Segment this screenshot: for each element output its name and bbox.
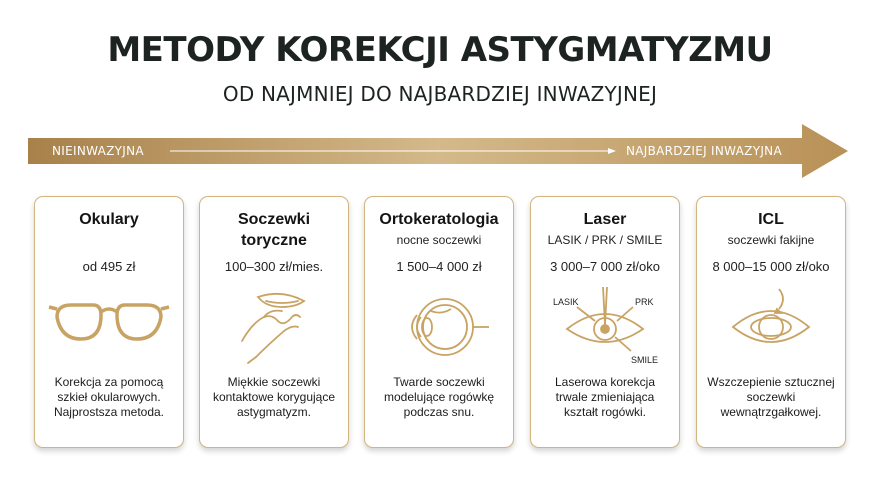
card-price: od 495 zł (82, 259, 136, 274)
card-description: Twarde soczewki modelujące rogówkę podczas snu. (383, 375, 495, 419)
contact-lens-icon (200, 287, 348, 367)
glasses-icon (35, 287, 183, 367)
card-laser (530, 196, 680, 448)
prk-label: PRK (635, 297, 654, 307)
arrow-label-most-invasive: NAJBARDZIEJ INWAZYJNA (626, 144, 782, 158)
card-description: Miękkie soczewki kontaktowe korygujące astygmatyzm. (212, 375, 336, 419)
card-subtitle: soczewki fakijne (727, 233, 815, 247)
lasik-label: LASIK (553, 297, 579, 307)
card-title: Laser (583, 211, 627, 228)
eye-cross-section-icon (365, 287, 513, 367)
card-price: 100–300 zł/mies. (224, 259, 324, 274)
card-glasses (34, 196, 184, 448)
arrow-label-noninvasive: NIEINWAZYJNA (52, 144, 144, 158)
card-price: 3 000–7 000 zł/oko (550, 259, 660, 274)
card-description: Wszczepienie sztucznej soczewki wewnątrzgałkowej. (707, 375, 835, 419)
card-title: Soczewki toryczne (237, 211, 311, 249)
card-subtitle: nocne soczewki (396, 233, 482, 247)
card-orthokeratology (364, 196, 514, 448)
card-description: Korekcja za pomocą szkieł okularowych. Najprostsza metoda. (53, 375, 165, 419)
card-icl (696, 196, 846, 448)
page-title: METODY KOREKCJI ASTYGMATYZMU (107, 30, 773, 70)
card-price: 8 000–15 000 zł/oko (712, 259, 830, 274)
card-description: Laserowa korekcja trwale zmieniająca kształt rogówki. (554, 375, 656, 419)
laser-eye-icon (531, 287, 679, 367)
smile-label: SMILE (631, 355, 659, 365)
card-title: Okulary (79, 211, 139, 228)
card-title: Ortokeratologia (379, 211, 499, 228)
card-title: ICL (758, 211, 784, 228)
card-subtitle: LASIK / PRK / SMILE (547, 233, 663, 247)
page-subtitle: OD NAJMNIEJ DO NAJBARDZIEJ INWAZYJNEJ (222, 82, 658, 106)
card-toric-lenses (199, 196, 349, 448)
implant-eye-icon (697, 287, 845, 367)
card-price: 1 500–4 000 zł (396, 259, 482, 274)
